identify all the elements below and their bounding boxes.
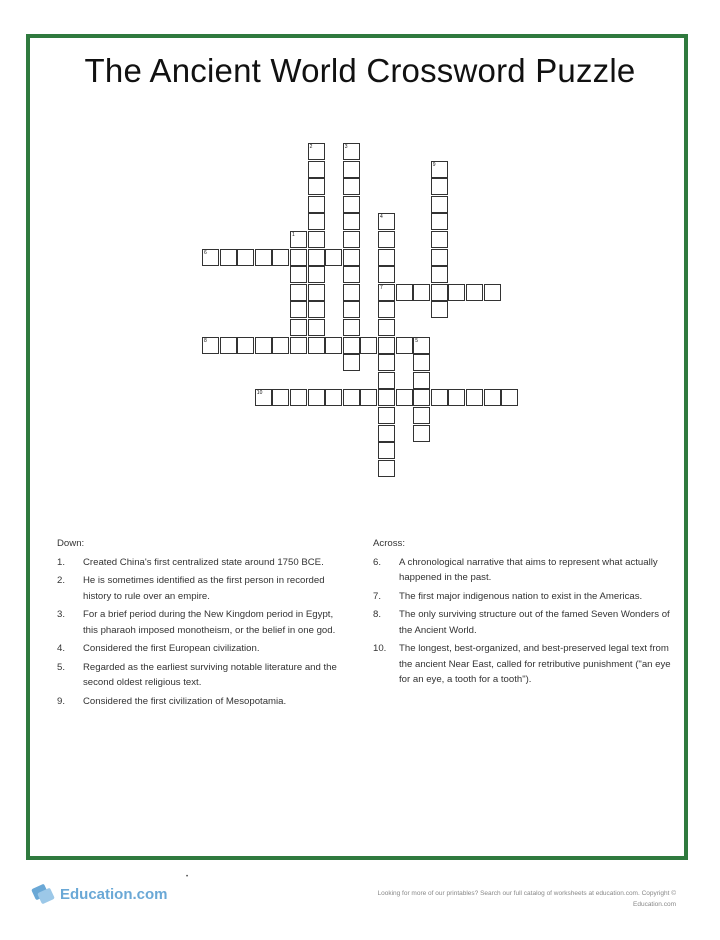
crossword-cell[interactable]: [325, 337, 342, 354]
clue-number: 3: [344, 144, 348, 150]
crossword-cell[interactable]: [290, 301, 307, 318]
crossword-cell[interactable]: [413, 354, 430, 371]
footer-note: Looking for more of our printables? Search our full catalog of worksheets at education.com. Copyright © Education.com: [377, 890, 676, 908]
crossword-cell[interactable]: [378, 442, 395, 459]
crossword-cell[interactable]: [325, 249, 342, 266]
clue-index: 5.: [57, 661, 66, 673]
crossword-cell[interactable]: [413, 372, 430, 389]
clue-item: [373, 589, 673, 605]
crossword-cell[interactable]: [290, 337, 307, 354]
clue-item: [373, 607, 673, 638]
crossword-cell[interactable]: [255, 389, 272, 406]
crossword-cell[interactable]: [378, 231, 395, 248]
crossword-cell[interactable]: [413, 407, 430, 424]
crossword-cell[interactable]: [378, 354, 395, 371]
clue-number: 9: [432, 161, 436, 168]
crossword-cell[interactable]: [431, 266, 448, 283]
clue-text: The longest, best-organized, and best-preserved legal text from the ancient Near East, called for retributive punishment ("an eye for an eye, a tooth for a tooth").: [399, 643, 671, 685]
crossword-cell[interactable]: [220, 337, 237, 354]
clue-index: 7.: [373, 590, 382, 602]
crossword-cell[interactable]: [360, 389, 377, 406]
crossword-cell[interactable]: [308, 284, 325, 301]
clue-index: 9.: [57, 695, 66, 707]
crossword-cell[interactable]: [360, 337, 377, 354]
crossword-cell[interactable]: [308, 231, 325, 248]
crossword-cell[interactable]: [343, 213, 360, 230]
across-heading: Across:: [373, 538, 405, 549]
clue-item: [57, 641, 347, 657]
crossword-cell[interactable]: [343, 389, 360, 406]
crossword-cell[interactable]: [202, 249, 219, 266]
crossword-cell[interactable]: [431, 389, 448, 406]
crossword-cell[interactable]: [237, 249, 254, 266]
crossword-cell[interactable]: [378, 266, 395, 283]
clue-item: [57, 694, 347, 710]
crossword-cell[interactable]: [272, 337, 289, 354]
crossword-cell[interactable]: [431, 231, 448, 248]
clue-index: 3.: [57, 609, 66, 620]
brand-logo[interactable]: [30, 881, 168, 907]
crossword-cell[interactable]: [378, 372, 395, 389]
crossword-cell[interactable]: [396, 284, 413, 301]
down-heading: Down:: [57, 538, 85, 549]
crossword-cell[interactable]: [466, 389, 483, 406]
clue-index: 10.: [373, 643, 387, 654]
crossword-cell[interactable]: [378, 213, 395, 230]
clue-text: Created China's first centralized state around 1750 BCE.: [83, 556, 324, 568]
crossword-cell[interactable]: [343, 143, 360, 160]
clue-index: 4.: [57, 643, 66, 654]
across-clues: [373, 536, 673, 691]
crossword-cell[interactable]: [396, 389, 413, 406]
crossword-cell[interactable]: [343, 178, 360, 195]
crossword-cell[interactable]: [431, 196, 448, 213]
crossword-cell[interactable]: [308, 389, 325, 406]
crossword-cell[interactable]: [484, 284, 501, 301]
crossword-cell[interactable]: [484, 389, 501, 406]
education-logo-icon: [30, 881, 56, 907]
clue-item: [373, 555, 673, 586]
clue-index: 1.: [57, 556, 66, 568]
crossword-cell[interactable]: [272, 249, 289, 266]
clue-number: 6: [204, 249, 207, 256]
crossword-cell[interactable]: [255, 337, 272, 354]
clue-index: 8.: [373, 609, 382, 620]
crossword-cell[interactable]: [272, 389, 289, 406]
crossword-cell[interactable]: [378, 319, 395, 336]
crossword-cell[interactable]: [501, 389, 518, 406]
clue-text: Considered the first European civilization.: [83, 643, 260, 654]
crossword-cell[interactable]: [378, 389, 395, 406]
crossword-cell[interactable]: [396, 337, 413, 354]
crossword-cell[interactable]: [308, 143, 325, 160]
crossword-cell[interactable]: [202, 337, 219, 354]
crossword-cell[interactable]: [378, 425, 395, 442]
crossword-cell[interactable]: [431, 284, 448, 301]
clue-number: 7: [380, 284, 383, 291]
crossword-cell[interactable]: [431, 178, 448, 195]
crossword-cell[interactable]: [308, 161, 325, 178]
clue-number: 4: [380, 214, 383, 221]
crossword-cell[interactable]: [343, 161, 360, 178]
crossword-cell[interactable]: [431, 213, 448, 230]
crossword-cell[interactable]: [378, 407, 395, 424]
crossword-cell[interactable]: [466, 284, 483, 301]
clue-item: [373, 641, 673, 688]
clue-text: Considered the first civilization of Mesopotamia.: [83, 695, 287, 707]
clue-text: A chronological narrative that aims to represent what actually happened in the past.: [399, 556, 658, 583]
crossword-cell[interactable]: [308, 213, 325, 230]
crossword-cell[interactable]: [431, 301, 448, 318]
crossword-cell[interactable]: [255, 249, 272, 266]
crossword-cell[interactable]: [308, 266, 325, 283]
crossword-cell[interactable]: [308, 301, 325, 318]
clue-number: 8: [204, 337, 207, 344]
down-clues: [57, 536, 347, 712]
clue-item: [57, 607, 347, 638]
crossword-cell[interactable]: [343, 354, 360, 371]
crossword-cell[interactable]: [343, 301, 360, 318]
crossword-cell[interactable]: [290, 249, 307, 266]
crossword-cell[interactable]: [378, 337, 395, 354]
across-clue-list: [373, 555, 673, 688]
crossword-cell[interactable]: [343, 266, 360, 283]
clue-number: 1: [292, 232, 295, 238]
clue-number: 5: [415, 337, 418, 344]
crossword-cell[interactable]: [343, 284, 360, 301]
crossword-cell[interactable]: [448, 389, 465, 406]
crossword-cell[interactable]: [325, 389, 342, 406]
crossword-cell[interactable]: [378, 249, 395, 266]
crossword-cell[interactable]: [290, 284, 307, 301]
crossword-cell[interactable]: [413, 284, 430, 301]
crossword-cell[interactable]: [290, 266, 307, 283]
crossword-cell[interactable]: [308, 337, 325, 354]
crossword-cell[interactable]: [308, 196, 325, 213]
crossword-cell[interactable]: [413, 425, 430, 442]
footer-mark: •: [186, 874, 189, 880]
crossword-cell[interactable]: [290, 319, 307, 336]
clue-item: [57, 660, 347, 691]
crossword-cell[interactable]: [378, 460, 395, 477]
crossword-cell[interactable]: [290, 231, 307, 248]
clue-item: [57, 555, 347, 571]
down-clue-list: [57, 555, 347, 710]
crossword-cell[interactable]: [343, 337, 360, 354]
crossword-cell[interactable]: [343, 319, 360, 336]
clue-text: The only surviving structure out of the famed Seven Wonders of the Ancient World.: [399, 609, 670, 636]
clue-text: He is sometimes identified as the first person in recorded history to rule over an empire.: [83, 575, 325, 602]
crossword-cell[interactable]: [220, 249, 237, 266]
crossword-cell[interactable]: [308, 178, 325, 195]
crossword-cell[interactable]: [343, 249, 360, 266]
clue-text: The first major indigenous nation to exist in the Americas.: [399, 590, 643, 602]
crossword-cell[interactable]: [378, 284, 395, 301]
clue-text: Regarded as the earliest surviving notable literature and the second oldest religious text.: [83, 661, 337, 688]
crossword-cell[interactable]: [308, 249, 325, 266]
clue-index: 6.: [373, 556, 382, 568]
crossword-cell[interactable]: [308, 319, 325, 336]
brand-name: Education.com: [60, 885, 168, 903]
page-title: The Ancient World Crossword Puzzle: [84, 52, 636, 89]
crossword-cell[interactable]: [431, 161, 448, 178]
crossword-cell[interactable]: [237, 337, 254, 354]
clue-text: For a brief period during the New Kingdom period in Egypt, this pharaoh imposed monotheism, or the belief in one god.: [83, 609, 336, 636]
crossword-cell[interactable]: [290, 389, 307, 406]
crossword-cell[interactable]: [431, 249, 448, 266]
clue-item: [57, 573, 347, 604]
crossword-cell[interactable]: [413, 389, 430, 406]
crossword-cell[interactable]: [413, 337, 430, 354]
clue-number: 10: [256, 390, 263, 397]
crossword-cell[interactable]: [378, 301, 395, 318]
clue-index: 2.: [57, 575, 66, 586]
crossword-cell[interactable]: [448, 284, 465, 301]
crossword-cell[interactable]: [343, 196, 360, 213]
clue-number: 2: [309, 144, 313, 150]
crossword-cell[interactable]: [343, 231, 360, 248]
